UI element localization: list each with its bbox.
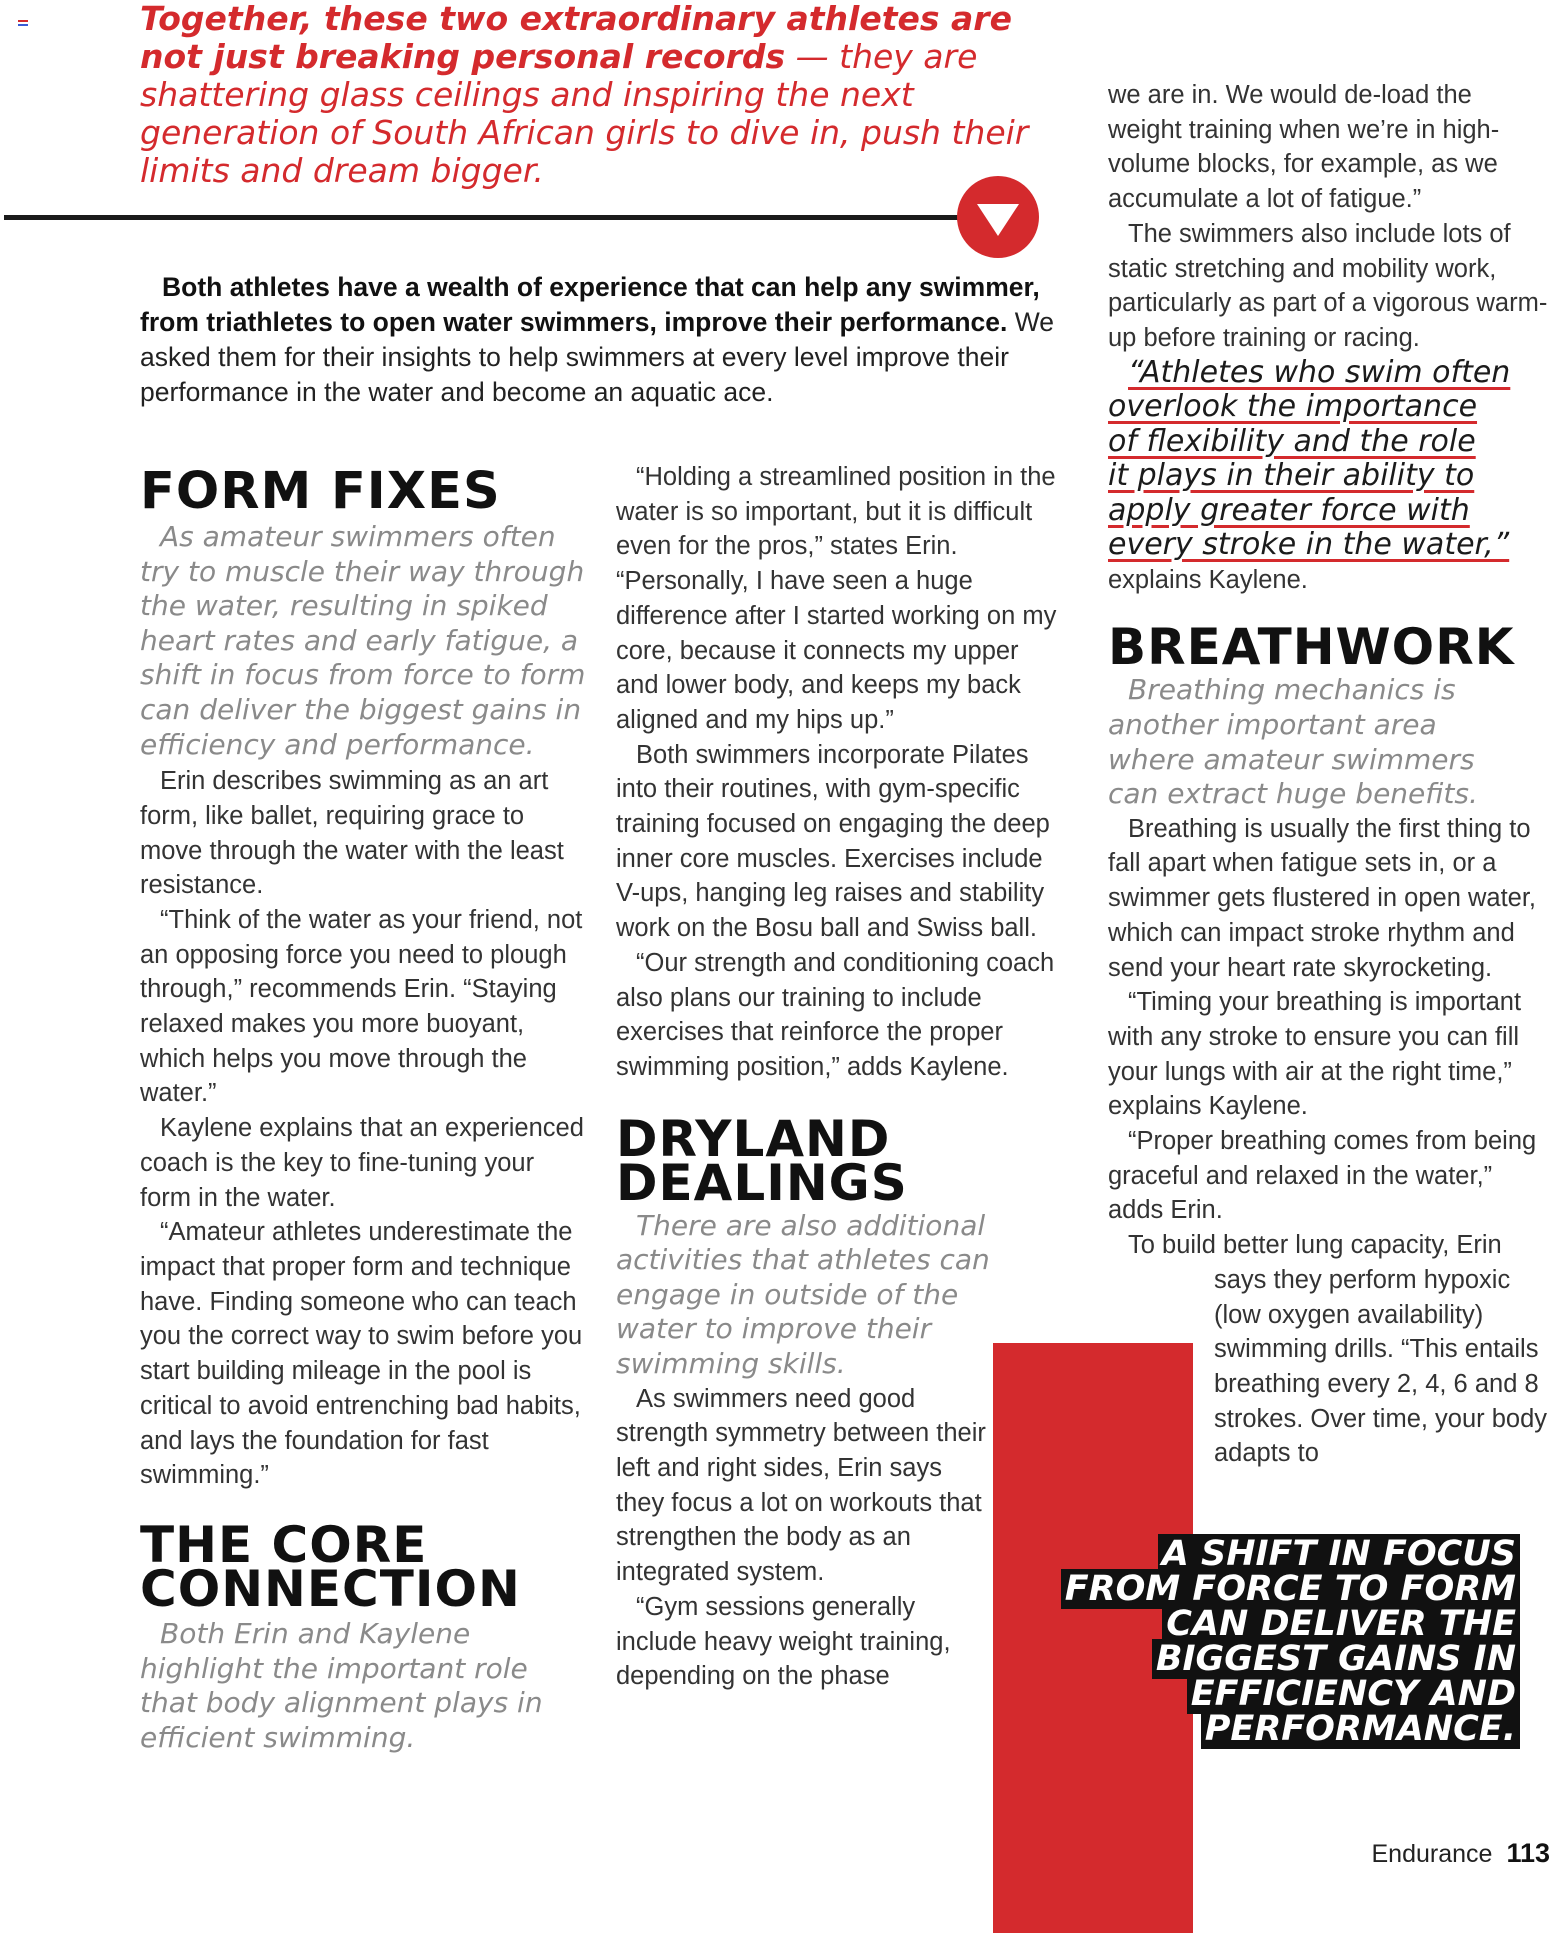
dryland-heading-line1: DRYLAND [616, 1109, 891, 1168]
chevron-down-icon [957, 176, 1039, 258]
core-paragraph: “Holding a streamlined position in the water is so important, but it is difficult even for the pros,” states Erin. “Personally, I have seen a huge difference after I started working on my core, because it connects my upper and lower body, and keeps my back aligned and my hips up.” [616, 463, 1057, 734]
form-fixes-paragraph: Erin describes swimming as an art form, like ballet, requiring grace to move through the water with the least resistance. [140, 767, 564, 900]
core-paragraph: “Our strength and conditioning coach also plans our training to include exercises that reinforce the proper swimming position,” adds Kaylene. [616, 948, 1055, 1081]
page-footer [1350, 1838, 1550, 1869]
flexibility-pull-quote [1108, 356, 1548, 563]
pull-quote-line: of flexibility and the role [1108, 423, 1476, 459]
dryland-paragraph: “Gym sessions generally include heavy weight training, depending on the phase [616, 1592, 951, 1691]
form-fixes-paragraph: “Think of the water as your friend, not an opposing force you need to plough through,” recommends Erin. “Staying relaxed makes you more buoyant, which helps you move through the water.” [140, 905, 583, 1108]
intro-rest: We asked them for their insights to help swimmers at every level improve their performance in the water and become an aquatic ace. [140, 307, 1055, 407]
pull-quote-line: overlook the importance [1108, 389, 1478, 425]
column-2 [616, 460, 1061, 1694]
form-fixes-paragraph: “Amateur athletes underestimate the impact that proper form and technique have. Finding someone who can teach you the correct way to swim before you start building mileage in the pool is critical to avoid entrenching bad habits, and lays the foundation for fast swimming.” [140, 1218, 583, 1490]
breathwork-paragraph: “Timing your breathing is important with any stroke to ensure you can fill your lungs with air at the right time,” explains Kaylene. [1108, 988, 1522, 1121]
breathwork-paragraph: “Proper breathing comes from being graceful and relaxed in the water,” adds Erin. [1108, 1127, 1537, 1225]
core-paragraph: Both swimmers incorporate Pilates into their routines, with gym-specific training focused on engaging the deep inner core muscles. Exercises include V-ups, hanging leg raises and stability work on the Bosu ball and Swiss ball. [616, 740, 1050, 943]
section-divider [4, 215, 964, 220]
highlight-pull-quote [1060, 1534, 1520, 1749]
breathwork-paragraph: Breathing is usually the first thing to fall apart when fatigue sets in, or a swimmer gets flustered in open water, which can impact stroke rhythm and send your heart rate skyrocketing. [1108, 814, 1537, 982]
form-fixes-paragraph: Kaylene explains that an experienced coach is the key to fine-tuning your form in the water. [140, 1114, 584, 1212]
core-heading-line2: CONNECTION [140, 1559, 521, 1618]
top-pull-quote [140, 0, 1060, 190]
highlight-quote-text: A SHIFT IN FOCUS FROM FORCE TO FORM CAN DELIVER THE BIGGEST GAINS IN EFFICIENCY AND PERFORMANCE. [1061, 1534, 1520, 1749]
col3-paragraph: we are in. We would de-load the weight training when we’re in high-volume blocks, for example, as we accumulate a lot of fatigue.” [1108, 81, 1500, 214]
breathwork-paragraph: says they perform hypoxic (low oxygen availability) swimming drills. “This entails breathing every 2, 4, 6 and 8 strokes. Over time, your body adapts to [1214, 1265, 1548, 1468]
breathwork-lead: Breathing mechanics is another important area where amateur swimmers can extract huge benefits. [1108, 673, 1478, 811]
top-quote-light: they are shattering glass ceilings and inspiring the next generation of South African girls to dive in, push their limits and dream bigger. [140, 37, 1029, 190]
dryland-paragraph: As swimmers need good strength symmetry between their left and right sides, Erin says they focus a lot on workouts that strengthen the body as an integrated system. [616, 1384, 986, 1587]
breathwork-heading: BREATHWORK [1108, 618, 1515, 677]
form-fixes-lead: As amateur swimmers often try to muscle their way through the water, resulting in spiked heart rates and early fatigue, a shift in focus from force to form can deliver the biggest gains in efficiency and performance. [140, 520, 586, 761]
magazine-name: Endurance [1371, 1840, 1493, 1868]
column-1 [140, 462, 590, 1755]
pull-quote-line: apply greater force with [1108, 492, 1470, 528]
pull-quote-line: it plays in their ability to [1108, 458, 1475, 494]
pull-quote-attribution: explains Kaylene. [1108, 565, 1308, 594]
core-heading-line1: THE CORE [140, 1515, 428, 1574]
column-3 [1108, 78, 1548, 1471]
page-number: 113 [1506, 1838, 1550, 1868]
pull-quote-line: every stroke in the water,” [1108, 527, 1510, 563]
core-connection-heading [140, 1515, 590, 1618]
top-quote-bold: Together, these two extraordinary athletes are not just breaking personal records [140, 0, 1012, 76]
col3-paragraph: The swimmers also include lots of static stretching and mobility work, particularly as part of a vigorous warm-up before training or racing. [1108, 219, 1548, 352]
dryland-heading-line2: DEALINGS [616, 1153, 908, 1212]
intro-bold: Both athletes have a wealth of experience that can help any swimmer, from triathletes to open water swimmers, improve their performance. [140, 272, 1040, 337]
form-fixes-heading: FORM FIXES [140, 462, 501, 521]
breathwork-paragraph: To build better lung capacity, Erin [1128, 1231, 1502, 1260]
top-quote-dash: — [785, 37, 840, 76]
core-connection-lead: Both Erin and Kaylene highlight the important role that body alignment plays in efficient swimming. [140, 1616, 543, 1754]
intro-paragraph [140, 270, 1060, 410]
dryland-heading [616, 1109, 1061, 1212]
dryland-lead: There are also additional activities that athletes can engage in outside of the water to improve their swimming skills. [616, 1208, 990, 1381]
pull-quote-line: “Athletes who swim often [1128, 354, 1511, 390]
corner-mark [18, 20, 28, 26]
